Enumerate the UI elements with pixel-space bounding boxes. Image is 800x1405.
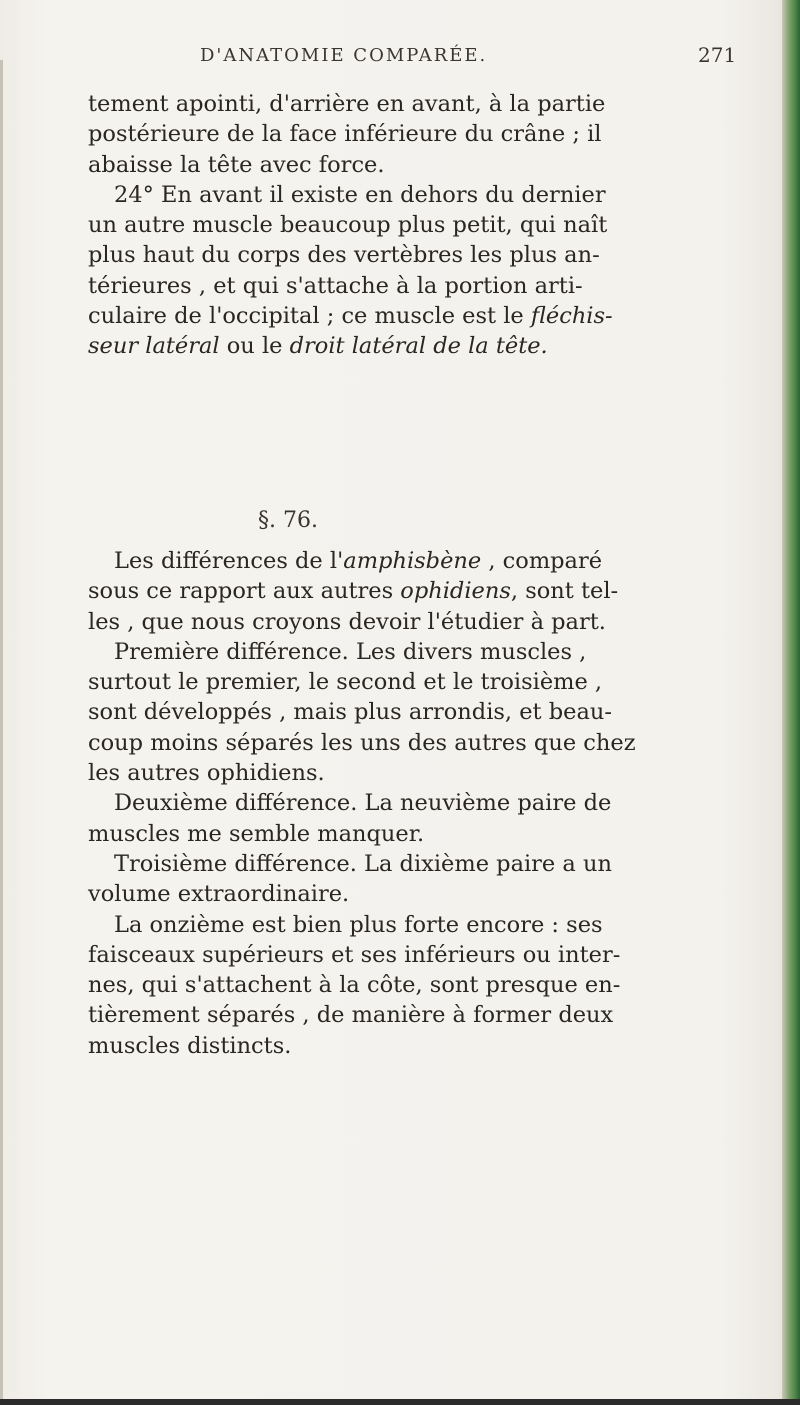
book-cover-edge	[782, 0, 800, 1405]
text-line: 24° En avant il existe en dehors du dernier	[114, 181, 606, 208]
text-line: un autre muscle beaucoup plus petit, qui naît	[88, 212, 608, 239]
text-line: sont développés , mais plus arrondis, et beau-	[88, 699, 612, 726]
page-left-edge	[0, 60, 3, 1400]
text-run: sous ce rapport aux autres	[88, 578, 401, 605]
paragraph-block-2	[88, 546, 738, 1061]
text-line: les , que nous croyons devoir l'étudier à part.	[88, 608, 606, 635]
text-line: volume extraordinaire.	[88, 881, 350, 908]
text-line: Troisième différence. La dixième paire a un	[114, 850, 612, 877]
italic-term: ophidiens	[400, 578, 511, 605]
text-line: nes, qui s'attachent à la côte, sont presque en-	[88, 972, 621, 999]
text-line	[88, 546, 738, 576]
section-heading: §. 76.	[258, 508, 318, 533]
text-line: muscles distincts.	[88, 1032, 292, 1059]
text-line: coup moins séparés les uns des autres que chez	[88, 729, 636, 756]
text-line	[88, 301, 738, 331]
italic-term: amphisbène	[343, 548, 482, 574]
text-run: , comparé	[481, 548, 603, 574]
text-line: muscles me semble manquer.	[88, 820, 425, 847]
text-line: postérieure de la face inférieure du crâne ; il	[88, 121, 602, 148]
text-line: les autres ophidiens.	[88, 760, 325, 787]
text-line: La onzième est bien plus forte encore : ses	[114, 911, 603, 938]
text-line	[88, 331, 738, 361]
text-line: tièrement séparés , de manière à former deux	[88, 1002, 614, 1029]
text-line: plus haut du corps des vertèbres les plus an-	[88, 242, 600, 269]
text-run: ou le	[219, 333, 290, 360]
page-bottom-edge	[0, 1399, 800, 1405]
text-line	[88, 576, 738, 606]
running-title: D'ANATOMIE COMPARÉE.	[200, 45, 488, 66]
text-run: culaire de l'occipital ; ce muscle est le	[88, 303, 531, 330]
text-line: Première différence. Les divers muscles ,	[114, 638, 587, 665]
text-run: Les différences de l'	[114, 548, 344, 574]
paragraph-block-1	[88, 89, 738, 362]
text-line: tement apointi, d'arrière en avant, à la partie	[88, 91, 606, 117]
italic-term: droit latéral de la tête.	[289, 333, 548, 360]
text-line: abaisse la tête avec force.	[88, 151, 385, 178]
text-line: Deuxième différence. La neuvième paire de	[114, 790, 612, 817]
page-number: 271	[698, 43, 737, 67]
running-header	[0, 45, 800, 75]
text-line: faisceaux supérieurs et ses inférieurs ou inter-	[88, 941, 621, 968]
italic-term: fléchis-	[530, 303, 613, 330]
italic-term: seur latéral	[88, 333, 220, 360]
text-run: , sont tel-	[510, 578, 619, 605]
text-line: térieures , et qui s'attache à la portion arti-	[88, 272, 583, 299]
text-line: surtout le premier, le second et le troisième ,	[88, 669, 603, 696]
